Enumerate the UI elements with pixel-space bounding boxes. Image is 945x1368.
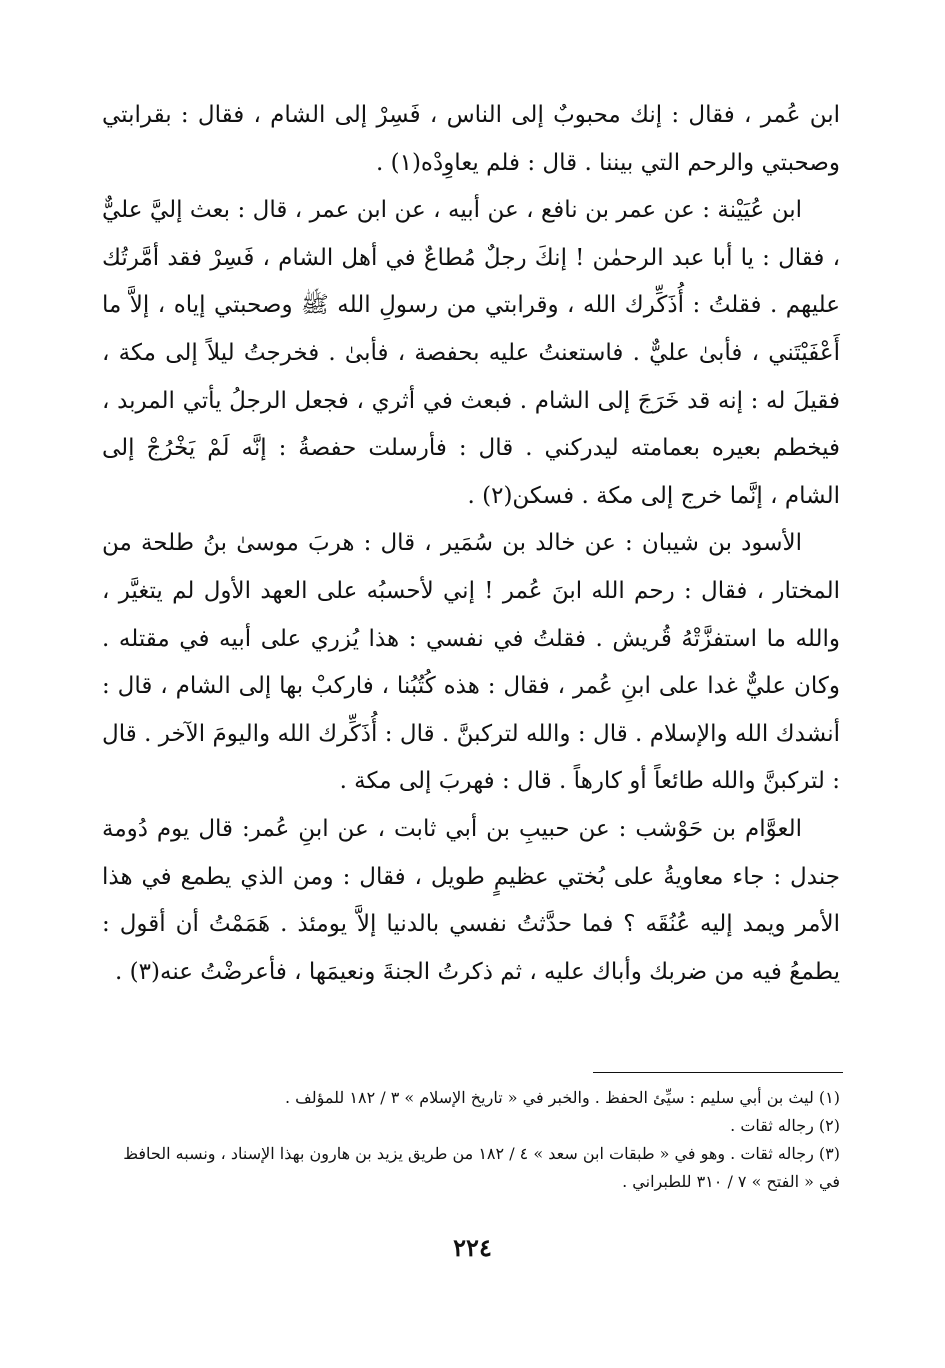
paragraph-2 bbox=[102, 187, 840, 520]
paragraph-2-text: ابن عُيَيْنة : عن عمر بن نافع ، عن أبيه ، عن ابن عمر ، قال : بعث إليَّ عليٌّ ، فقال : يا أبا عبد الرحمٰن ! إنكَ رجلٌ مُطاعٌ في أهل الشام ، فَسِرْ فقد أمَّرتُك عليهم . فقلتُ : أُذَكِّرك الله ، وقرابتي من رسولِ الله ﷺ وصحبتي إياه ، إلاَّ ما أَعْفَيْتَني ، فأبىٰ عليٌّ . فاستعنتُ عليه بحفصة ، فأبىٰ . فخرجتُ ليلاً إلى مكة ، فقيلَ له : إنه قد خَرَجَ إلى الشام . فبعث في أثري ، فجعل الرجلُ يأتي المربد ، فيخطم بعيره بعمامته ليدركني . قال : فأرسلت حفصةُ : إنَّه لَمْ يَخْرُجْ إلى الشام ، إنَّما خرج إلى مكة . فسكن(٢) . bbox=[102, 197, 840, 509]
footnote-divider bbox=[593, 1072, 843, 1073]
paragraph-1-text: ابن عُمر ، فقال : إنك محبوبٌ إلى الناس ، فَسِرْ إلى الشام ، فقال : بقرابتي وصحبتي والرحم التي بيننا . قال : فلم يعاوِدْه(١) . bbox=[102, 102, 840, 176]
footnote-1: (١) ليث بن أبي سليم : سيِّئ الحفظ . والخبر في « تاريخ الإسلام » ٣ / ١٨٢ للمؤلف . bbox=[285, 1088, 840, 1107]
paragraph-4-text: العوَّام بن حَوْشب : عن حبيبِ بن أبي ثابت ، عن ابنِ عُمر: قال يوم دُومة جندل : جاء معاويةُ على بُختي عظيمٍ طويل ، فقال : ومن الذي يطمع في هذا الأمر ويمد إليه عُنُقَه ؟ فما حدَّثتُ نفسي بالدنيا إلاَّ يومئذ . هَمَمْتُ أن أقول : يطمعُ فيه من ضربك وأباك عليه ، ثم ذكرتُ الجنةَ ونعيمَها ، فأعرضْتُ عنه(٣) . bbox=[102, 815, 840, 985]
paragraph-3 bbox=[102, 520, 840, 806]
paragraph-1 bbox=[102, 92, 840, 187]
paragraph-3-text: الأسود بن شيبان : عن خالد بن سُمَير ، قال : هربَ موسىٰ بنُ طلحة من المختار ، فقال : رحم الله ابنَ عُمر ! إني لأحسبُه على العهد الأول لم يتغيَّر ، والله ما استفزَّتْهُ قُريش . فقلتُ في نفسي : هذا يُزري على أبيه في مقتله . وكان عليٌّ غدا على ابنِ عُمر ، فقال : هذه كُتُبُنا ، فاركبْ بها إلى الشام ، قال : أنشدك الله والإسلام . قال : والله لتركبنَّ . قال : أُذَكِّرك الله واليومَ الآخر . قال : لتركبنَّ والله طائعاً أو كارهاً . قال : فهربَ إلى مكة . bbox=[102, 530, 840, 795]
footnotes bbox=[102, 1084, 840, 1196]
main-text bbox=[102, 92, 840, 996]
paragraph-4 bbox=[102, 806, 840, 996]
footnote-3: (٣) رجاله ثقات . وهو في « طبقات ابن سعد » ٤ / ١٨٢ من طريق يزيد بن هارون بهذا الإسناد ، ونسبه الحافظ في « الفتح » ٧ / ٣١٠ للطبراني . bbox=[123, 1144, 840, 1191]
footnote-2: (٢) رجاله ثقات . bbox=[730, 1116, 840, 1135]
page-number: ٢٢٤ bbox=[453, 1233, 492, 1262]
